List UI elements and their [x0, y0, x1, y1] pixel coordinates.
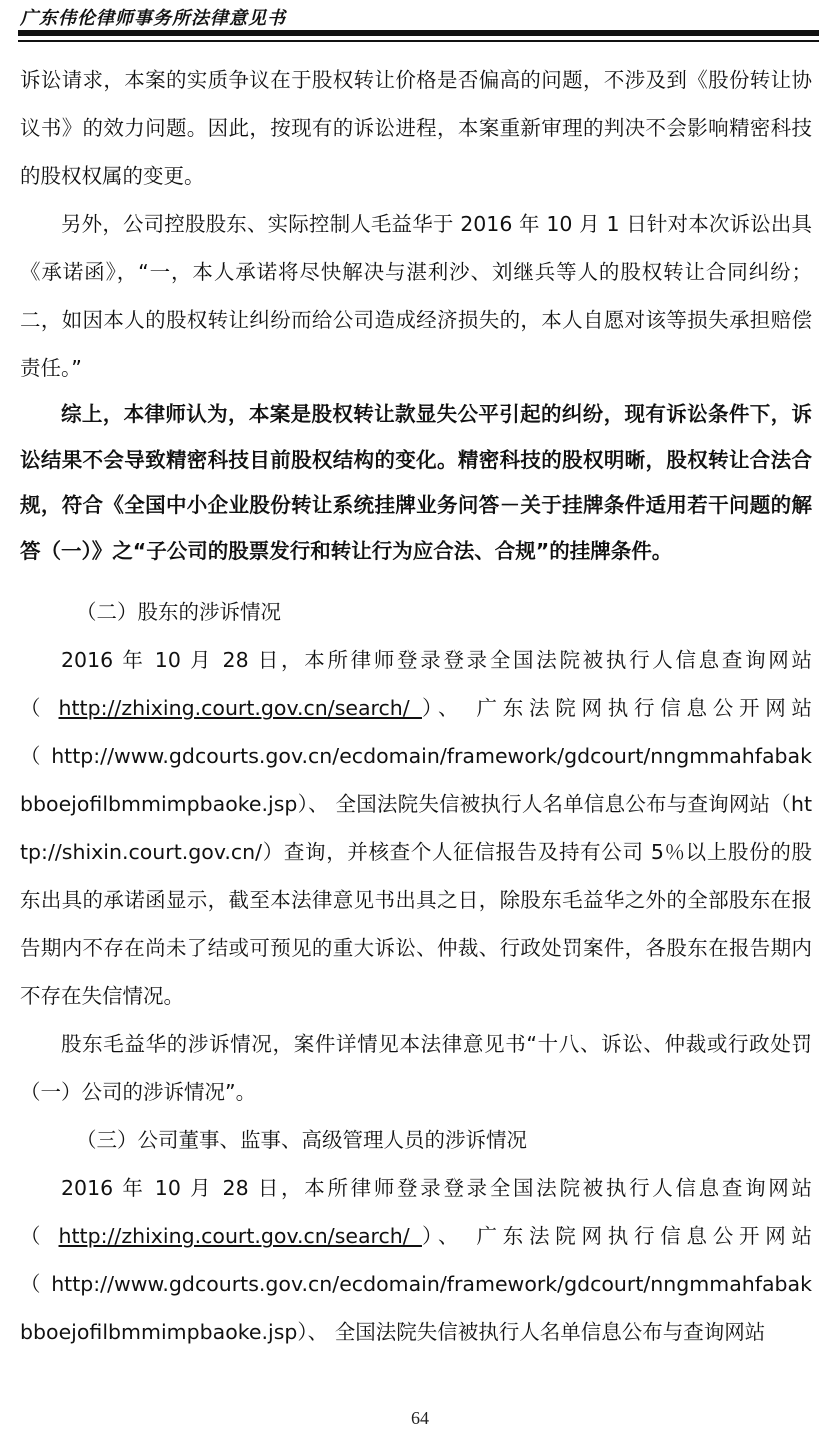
section-heading-shareholders: （二）股东的涉诉情况 [76, 600, 281, 624]
paragraph-conclusion: 综上，本律师认为，本案是股权转让款显失公平引起的纠纷，现有诉讼条件下，诉讼结果不会导致精密科技目前股权结构的变化。精密科技的股权明晰，股权转让合法合规，符合《全国中小企业股份转让系统挂牌业务问答－关于挂牌条件适用若干问题的解答（一）》之“子公司的股票发行和转让行为应合法、合规”的挂牌条件。 [20, 402, 812, 563]
header-rule-thick [18, 30, 819, 36]
paren-open: （ [20, 1224, 59, 1248]
paragraph-5-line1: 2016 年 10 月 28 日，本所律师登录登录全国法院被执行人信息查询网站 [61, 1176, 812, 1200]
paren-open: （ [20, 696, 59, 720]
paragraph-3-body: （ http://www.gdcourts.gov.cn/ecdomain/framework/gdcourt/nngmmahfabakbboejofilbmmimpbaoke.jsp）、 全国法院失信被执行人名单信息公布与查询网站（http://shixin.court.gov.cn/）查询，并核查个人征信报告及持有公司 5％以上股份的股东出具的承诺函显示，截至本法律意见书出具之日，除股东毛益华之外的全部股东在报告期内不存在尚未了结或可预见的重大诉讼、仲裁、行政处罚案件，各股东在报告期内不存在失信情况。 [20, 744, 812, 1008]
paragraph-3-url-line [20, 684, 812, 732]
paragraph-3-line1: 2016 年 10 月 28 日，本所律师登录登录全国法院被执行人信息查询网站 [61, 648, 812, 672]
header-rule-thin [18, 40, 819, 42]
document-header: 广东伟伦律师事务所法律意见书 [20, 8, 286, 29]
paragraph-4: 股东毛益华的涉诉情况，案件详情见本法律意见书“十八、诉讼、仲裁或行政处罚（一）公司的涉诉情况”。 [20, 1032, 812, 1104]
page-number: 64 [411, 1408, 429, 1428]
gd-court-site-label: ）、 广东法院网执行信息公开网站 [421, 696, 812, 720]
section-heading-directors: （三）公司董事、监事、高级管理人员的涉诉情况 [76, 1128, 527, 1152]
document-body [20, 56, 812, 1356]
paragraph-2: 另外，公司控股股东、实际控制人毛益华于 2016 年 10 月 1 日针对本次诉讼出具《承诺函》，“一，本人承诺将尽快解决与湛利沙、刘继兵等人的股权转让合同纠纷；二，如因本人的股权转让纠纷而给公司造成经济损失的，本人自愿对该等损失承担赔偿责任。” [20, 212, 812, 380]
zhixing-url-link[interactable]: http://zhixing.court.gov.cn/search/ [58, 1224, 422, 1248]
zhixing-url-link[interactable]: http://zhixing.court.gov.cn/search/ [58, 696, 422, 720]
paragraph-5-body: （ http://www.gdcourts.gov.cn/ecdomain/framework/gdcourt/nngmmahfabakbboejofilbmmimpbaoke.jsp）、 全国法院失信被执行人名单信息公布与查询网站 [20, 1272, 812, 1344]
gd-court-site-label: ）、 广东法院网执行信息公开网站 [421, 1224, 812, 1248]
paragraph-1: 诉讼请求，本案的实质争议在于股权转让价格是否偏高的问题，不涉及到《股份转让协议书》的效力问题。因此，按现有的诉讼进程，本案重新审理的判决不会影响精密科技的股权权属的变更。 [20, 68, 812, 188]
paragraph-5-url-line [20, 1212, 812, 1260]
